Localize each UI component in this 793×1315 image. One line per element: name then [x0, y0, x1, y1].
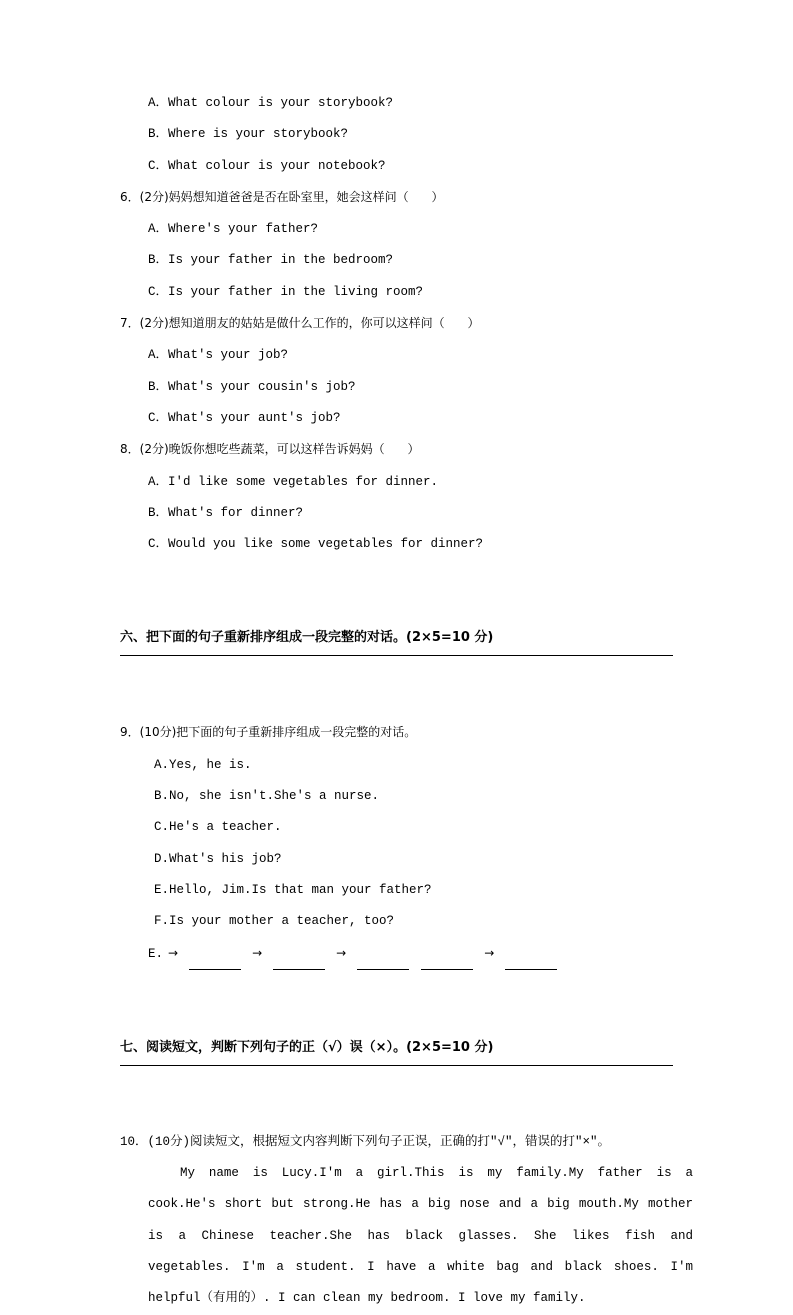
reading-passage-text: My name is Lucy.I'm a girl.This is my family.My father is a cook.He's short but strong.He has a big nose and a big mouth.My mother is a Chinese teacher.She has black glasses. She likes fish and vegetables. I'm a student. I have a white bag and black shoes. I'm helpful（有用的）. I can clean my bedroom. I love my family.: [148, 1166, 693, 1306]
option-line: B．What's for dinner?: [148, 505, 304, 520]
option-line: B．Where is your storybook?: [148, 127, 349, 142]
order-option: F.Is your mother a teacher, too?: [154, 914, 395, 929]
option-line: C．What's your aunt's job?: [148, 410, 341, 425]
section-heading-six: [120, 563, 673, 716]
order-option: A.Yes, he is.: [154, 757, 252, 772]
section-heading-six-text: 六、把下面的句子重新排序组成一段完整的对话。(2×5=10 分): [120, 623, 673, 656]
option-line: A．Where's your father?: [148, 222, 319, 237]
arrow-icon: →: [336, 945, 347, 960]
option-line: C．Is your father in the living room?: [148, 284, 424, 299]
answer-blank[interactable]: [505, 957, 557, 970]
option-line: C．What colour is your notebook?: [148, 158, 386, 173]
question-stem-7: 7．(2分)想知道朋友的姑姑是做什么工作的，你可以这样问（ ）: [120, 316, 480, 331]
arrow-icon: →: [168, 945, 179, 960]
section-heading-seven: [120, 973, 673, 1126]
option-line: A．I'd like some vegetables for dinner.: [148, 474, 439, 489]
option-line: A．What's your job?: [148, 348, 289, 363]
order-option: C.He's a teacher.: [154, 820, 282, 835]
arrow-icon: →: [252, 945, 263, 960]
question-stem-10: 10．(10分)阅读短文，根据短文内容判断下列句子正误，正确的打"√"，错误的打"×"。: [120, 1134, 611, 1149]
section-heading-seven-text: 七、阅读短文，判断下列句子的正（√）误（×）。(2×5=10 分): [120, 1033, 673, 1066]
question-stem-9: 9．(10分)把下面的句子重新排序组成一段完整的对话。: [120, 725, 417, 740]
option-line: A．What colour is your storybook?: [148, 96, 394, 110]
question-stem-8: 8．(2分)晚饭你想吃些蔬菜，可以这样告诉妈妈（ ）: [120, 442, 420, 457]
arrow-icon: →: [484, 945, 495, 960]
reading-passage: [148, 1158, 693, 1314]
option-line: B．What's your cousin's job?: [148, 379, 356, 394]
answer-blank[interactable]: [273, 957, 325, 970]
order-option: B.No, she isn't.She's a nurse.: [154, 789, 380, 804]
order-option: E.Hello, Jim.Is that man your father?: [154, 882, 432, 897]
answer-blank[interactable]: [189, 957, 241, 970]
option-line: B．Is your father in the bedroom?: [148, 253, 394, 268]
answer-blank[interactable]: [357, 957, 409, 970]
order-option: D.What's his job?: [154, 851, 282, 866]
answer-start-letter: E.: [148, 946, 164, 961]
question-stem-6: 6．(2分)妈妈想知道爸爸是否在卧室里，她会这样问（ ）: [120, 189, 444, 204]
answer-sequence-row: [148, 938, 673, 970]
option-line: C．Would you like some vegetables for dinner?: [148, 537, 484, 552]
answer-blank[interactable]: [421, 957, 473, 970]
